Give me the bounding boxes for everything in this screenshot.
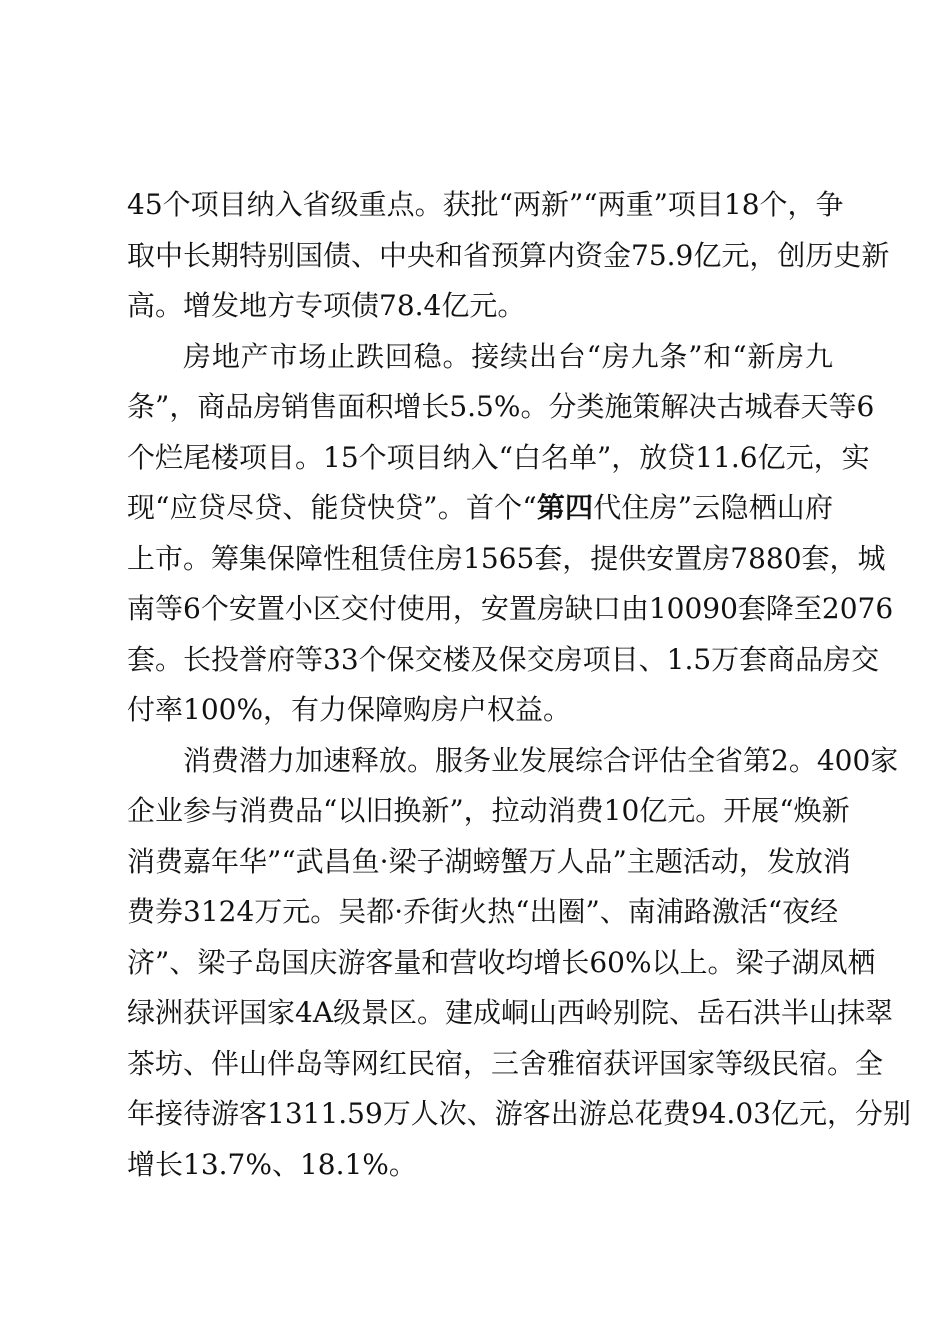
text-line: 济”、梁子岛国庆游客量和营收均增长60%以上。梁子湖凤栖 xyxy=(127,946,876,979)
text-line: 绿洲获评国家4A级景区。建成峒山西岭别院、岳石洪半山抹翠 xyxy=(127,996,894,1029)
text-line-with-bold xyxy=(127,488,833,528)
text-line: 高。增发地方专项债78.4亿元。 xyxy=(127,289,526,322)
text-line: 条”，商品房销售面积增长5.5%。分类施策解决古城春天等6 xyxy=(127,390,875,423)
paragraph-start-line: 消费潜力加速释放。服务业发展综合评估全省第2。400家 xyxy=(183,744,899,777)
text-line: 取中长期特别国债、中央和省预算内资金75.9亿元，创历史新 xyxy=(127,239,890,272)
text-segment: 现“应贷尽贷、能贷快贷”。首个“ xyxy=(127,491,537,524)
text-line: 增长13.7%、18.1%。 xyxy=(127,1148,417,1181)
text-line: 消费嘉年华”“武昌鱼·梁子湖螃蟹万人品”主题活动，发放消 xyxy=(127,845,851,878)
text-segment: 代住房”云隐栖山府 xyxy=(593,491,833,524)
text-line: 套。长投誉府等33个保交楼及保交房项目、1.5万套商品房交 xyxy=(127,643,880,676)
paragraph-start-line: 房地产市场止跌回稳。接续出台“房九条”和“新房九 xyxy=(183,340,833,373)
text-line: 费券3124万元。吴都·乔街火热“出圈”、南浦路激活“夜经 xyxy=(127,895,839,928)
text-line: 个烂尾楼项目。15个项目纳入“白名单”，放贷11.6亿元，实 xyxy=(127,441,870,474)
bold-text-segment: 第四 xyxy=(536,491,594,524)
text-line: 年接待游客1311.59万人次、游客出游总花费94.03亿元，分别 xyxy=(127,1097,911,1130)
text-line: 上市。筹集保障性租赁住房1565套，提供安置房7880套，城 xyxy=(127,542,886,575)
text-line: 付率100%，有力保障购房户权益。 xyxy=(127,693,572,726)
text-line: 南等6个安置小区交付使用，安置房缺口由10090套降至2076 xyxy=(127,592,894,625)
text-line: 45个项目纳入省级重点。获批“两新”“两重”项目18个，争 xyxy=(127,188,844,221)
text-line: 企业参与消费品“以旧换新”，拉动消费10亿元。开展“焕新 xyxy=(127,794,850,827)
text-line: 茶坊、伴山伴岛等网红民宿，三舍雅宿获评国家等级民宿。全 xyxy=(127,1047,884,1080)
